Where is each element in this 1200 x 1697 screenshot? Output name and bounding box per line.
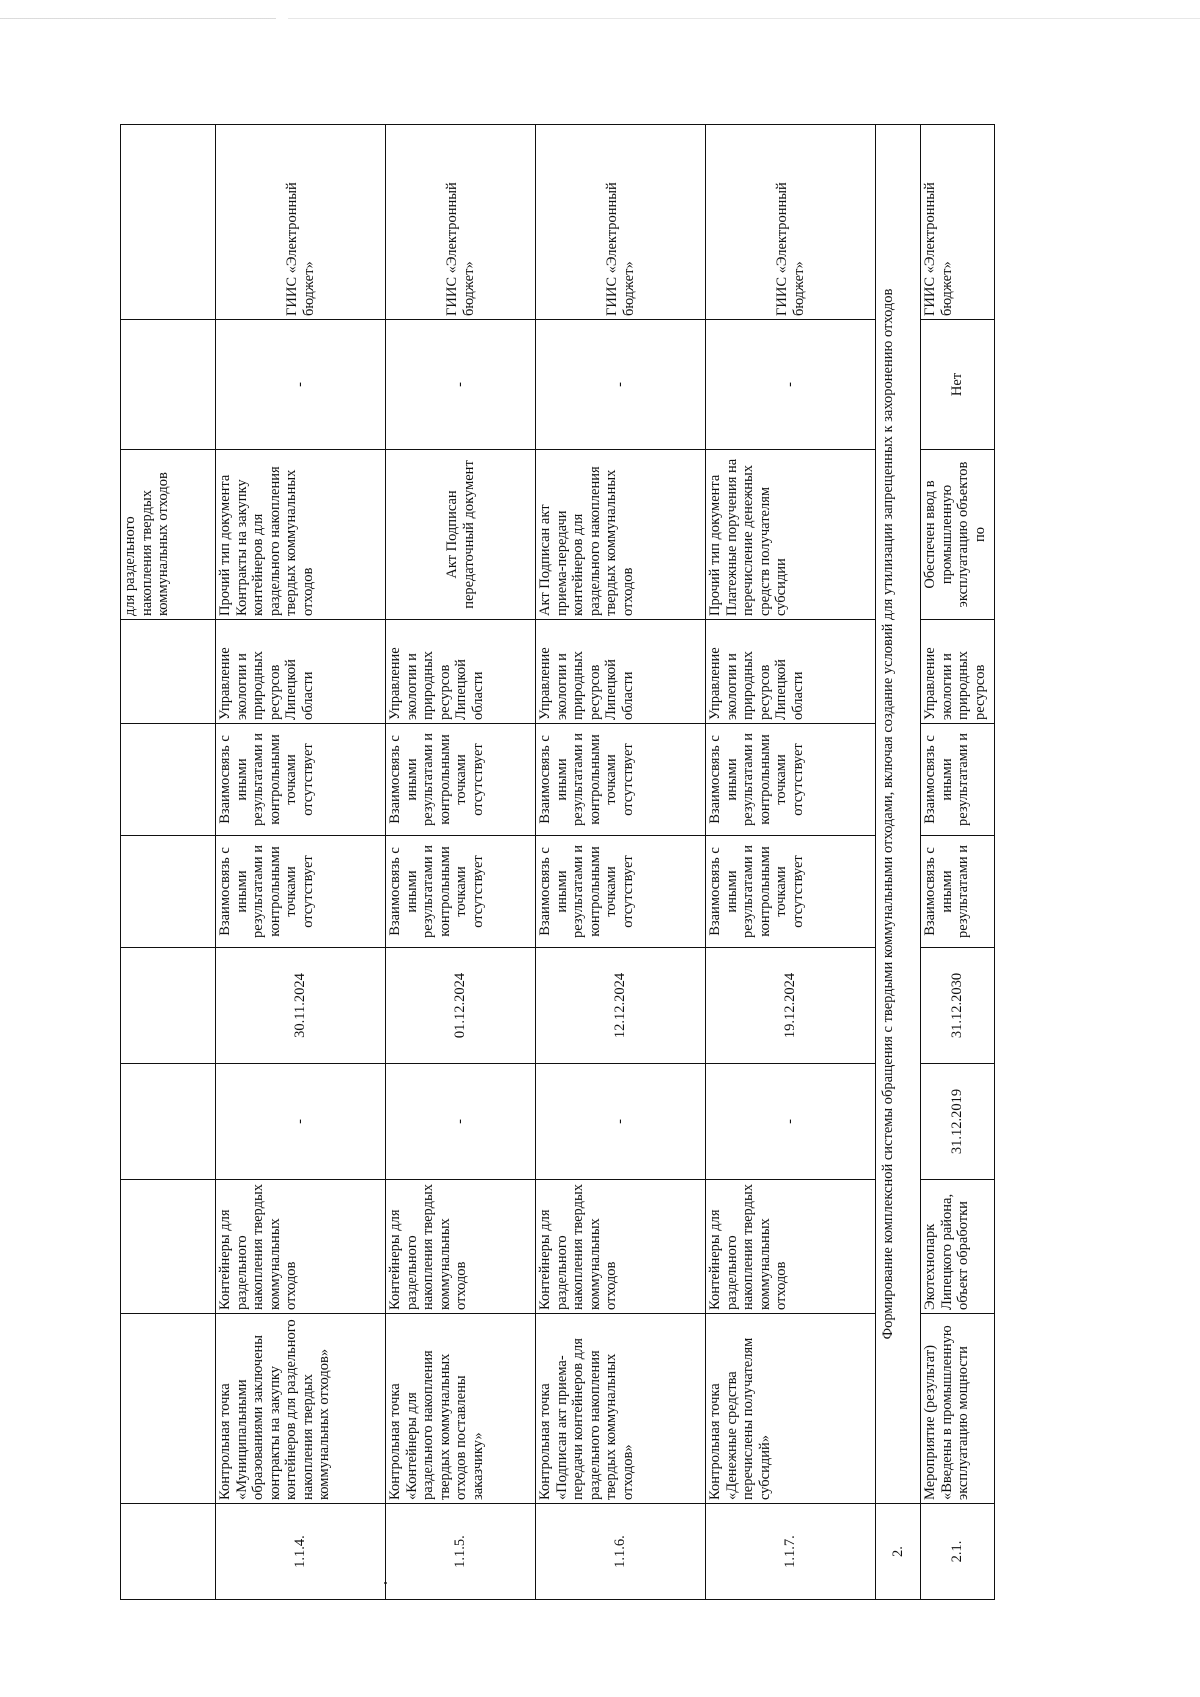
table-row: [386, 125, 536, 1600]
scan-artifact: [0, 18, 1200, 19]
cell-start: -: [706, 1064, 876, 1180]
cell-name: Контрольная точка «Муниципальными образованиями заключены контракты на закупку контейнеров для раздельного накопления твердых коммунальных отходов»: [216, 1314, 386, 1504]
cell-next: Взаимосвязь с иными результатами и контрольными точками отсутствует: [706, 724, 876, 836]
cell-prev: Взаимосвязь с иными результатами и: [921, 836, 995, 948]
cell-resp: [121, 620, 216, 724]
cell-resp: Управление экологии и природных ресурсов: [921, 620, 995, 724]
section-title: Формирование комплексной системы обращения с твердыми коммунальными отходами, включая создание условий для утилизации запрещенных к захоронению отходов: [876, 125, 921, 1504]
cell-num: 1.1.5.: [386, 1504, 536, 1600]
cell-name: Контрольная точка «Подписан акт приема-передачи контейнеров для раздельного накопления твердых коммунальных отходов»: [536, 1314, 706, 1504]
cell-doc: Акт Подписан акт приема-передачи контейнеров для раздельного накопления твердых коммунальных отходов: [536, 450, 706, 620]
cell-next: [121, 724, 216, 836]
table-row: [121, 125, 216, 1600]
cell-object: Контейнеры для раздельного накопления твердых коммунальных отходов: [386, 1180, 536, 1314]
cell-num: [121, 1504, 216, 1600]
cell-num: 1.1.4.: [216, 1504, 386, 1600]
cell-prev: Взаимосвязь с иными результатами и контрольными точками отсутствует: [706, 836, 876, 948]
cell-num: 1.1.6.: [536, 1504, 706, 1600]
cell-next: Взаимосвязь с иными результатами и контрольными точками отсутствует: [216, 724, 386, 836]
cell-end: 19.12.2024: [706, 948, 876, 1064]
section-num: 2.: [876, 1504, 921, 1600]
cell-next: Взаимосвязь с иными результатами и контрольными точками отсутствует: [386, 724, 536, 836]
cell-end: 30.11.2024: [216, 948, 386, 1064]
cell-start: [121, 1064, 216, 1180]
cell-start: -: [386, 1064, 536, 1180]
cell-object: Контейнеры для раздельного накопления твердых коммунальных отходов: [216, 1180, 386, 1314]
cell-name: Контрольная точка «Контейнеры для раздельного накопления твердых коммунальных отходов поставлены заказчику»: [386, 1314, 536, 1504]
section-row: [876, 125, 921, 1600]
cell-name: Контрольная точка «Денежные средства перечислены получателям субсидий»: [706, 1314, 876, 1504]
cell-object: Контейнеры для раздельного накопления твердых коммунальных отходов: [706, 1180, 876, 1314]
cell-doc: Обеспечен ввод в промышленную эксплуатацию объектов по: [921, 450, 995, 620]
cell-level: Нет: [921, 320, 995, 450]
cell-next: Взаимосвязь с иными результатами и контрольными точками отсутствует: [536, 724, 706, 836]
cell-start: 31.12.2019: [921, 1064, 995, 1180]
cell-system: ГИИС «Электронный бюджет»: [386, 125, 536, 320]
cell-num: 1.1.7.: [706, 1504, 876, 1600]
cell-object: Контейнеры для раздельного накопления твердых коммунальных отходов: [536, 1180, 706, 1314]
cell-prev: Взаимосвязь с иными результатами и контрольными точками отсутствует: [216, 836, 386, 948]
cell-resp: Управление экологии и природных ресурсов Липецкой области: [706, 620, 876, 724]
control-points-table: [120, 124, 995, 1600]
rotated-page: [120, 125, 994, 1600]
table-row: [921, 125, 995, 1600]
cell-resp: Управление экологии и природных ресурсов Липецкой области: [386, 620, 536, 724]
cell-doc: Прочий тип документа Платежные поручения на перечисление денежных средств получателям субсидии: [706, 450, 876, 620]
cell-end: 01.12.2024: [386, 948, 536, 1064]
cell-system: ГИИС «Электронный бюджет»: [216, 125, 386, 320]
table-row: [216, 125, 386, 1600]
cell-level: -: [386, 320, 536, 450]
cell-resp: Управление экологии и природных ресурсов Липецкой области: [536, 620, 706, 724]
cell-level: -: [536, 320, 706, 450]
cell-resp: Управление экологии и природных ресурсов Липецкой области: [216, 620, 386, 724]
cell-prev: [121, 836, 216, 948]
cell-name: [121, 1314, 216, 1504]
cell-doc: Прочий тип документа Контракты на закупку контейнеров для раздельного накопления твердых коммунальных отходов: [216, 450, 386, 620]
cell-system: ГИИС «Электронный бюджет»: [536, 125, 706, 320]
cell-doc: для раздельного накопления твердых коммунальных отходов: [121, 450, 216, 620]
cell-object: [121, 1180, 216, 1314]
table-row: [536, 125, 706, 1600]
cell-name: Мероприятие (результат) «Введены в промышленную эксплуатацию мощности: [921, 1314, 995, 1504]
cell-start: -: [216, 1064, 386, 1180]
cell-level: [121, 320, 216, 450]
cell-level: -: [216, 320, 386, 450]
cell-num: 2.1.: [921, 1504, 995, 1600]
cell-system: [121, 125, 216, 320]
table-row: [706, 125, 876, 1600]
cell-end: [121, 948, 216, 1064]
cell-object: Экотехнопарк Липецкого района, объект обработки: [921, 1180, 995, 1314]
cell-prev: Взаимосвязь с иными результатами и контрольными точками отсутствует: [536, 836, 706, 948]
cell-doc: Акт Подписан передаточный документ: [386, 450, 536, 620]
cell-end: 12.12.2024: [536, 948, 706, 1064]
cell-level: -: [706, 320, 876, 450]
cell-next: Взаимосвязь с иными результатами и: [921, 724, 995, 836]
cell-prev: Взаимосвязь с иными результатами и контрольными точками отсутствует: [386, 836, 536, 948]
cell-system: ГИИС «Электронный бюджет»: [921, 125, 995, 320]
cell-start: -: [536, 1064, 706, 1180]
cell-end: 31.12.2030: [921, 948, 995, 1064]
cell-system: ГИИС «Электронный бюджет»: [706, 125, 876, 320]
